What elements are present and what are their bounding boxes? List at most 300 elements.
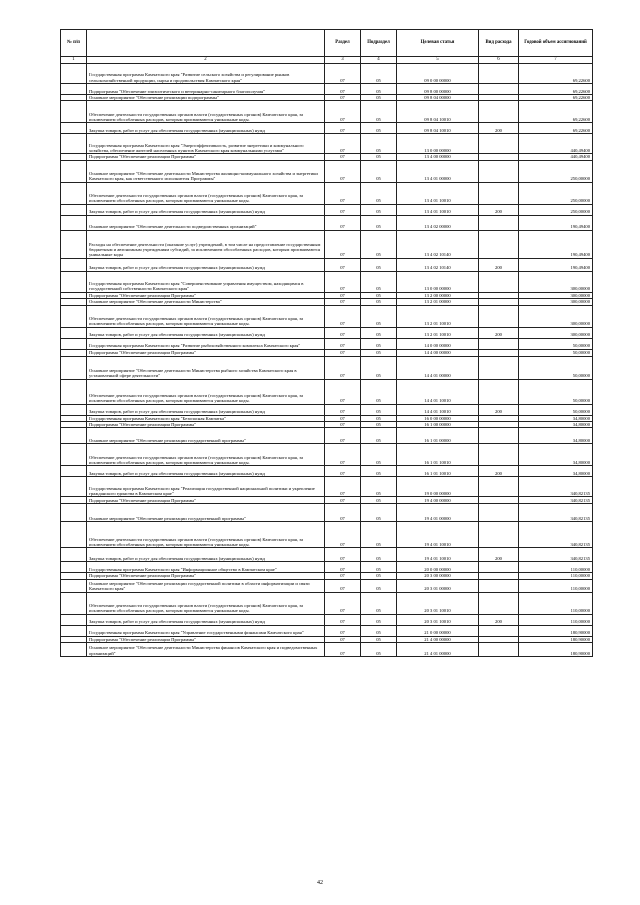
row-expense-type-cell (479, 625, 519, 636)
row-podrazdel-cell: 05 (361, 404, 397, 415)
row-expense-type-cell: 200 (479, 466, 519, 477)
row-razdel-cell: 07 (325, 592, 361, 614)
row-name-cell: Обеспечение деятельности государственных органов власти (государственных органов) Камчатского края, за исключением обособленных расходов, которым присваиваются уникальные коды. (87, 522, 325, 548)
row-razdel-cell: 07 (325, 415, 361, 421)
row-target-article-cell: 13 2 01 10010 (397, 327, 479, 338)
row-num-cell (61, 625, 87, 636)
table-row (61, 497, 593, 504)
row-name-cell: Основное мероприятие "Обеспечение деятельности подведомственных организаций" (87, 215, 325, 230)
row-num-cell (61, 338, 87, 349)
row-amount-cell: 300,00000 (519, 305, 593, 327)
row-name-cell: Государственная программа Камчатского края "Совершенствование управления имуществом, находящимся в государственной собственности Камчатского края" (87, 271, 325, 292)
row-razdel-cell: 07 (325, 548, 361, 562)
table-row (61, 404, 593, 415)
row-name-cell: Подпрограмма "Обеспечение реализации Программы" (87, 154, 325, 160)
row-target-article-cell: 14 4 00 00000 (397, 349, 479, 356)
row-num-cell (61, 215, 87, 230)
row-name-cell: Основное мероприятие "Обеспечение реализации подпрограммы" (87, 95, 325, 101)
row-podrazdel-cell: 05 (361, 160, 397, 182)
row-target-article-cell: 14 4 01 00000 (397, 356, 479, 379)
row-num-cell (61, 428, 87, 444)
row-podrazdel-cell: 05 (361, 466, 397, 477)
row-razdel-cell: 07 (325, 444, 361, 466)
row-num-cell (61, 258, 87, 271)
row-num-cell (61, 548, 87, 562)
row-podrazdel-cell: 05 (361, 579, 397, 592)
row-podrazdel-cell: 05 (361, 349, 397, 356)
row-num-cell (61, 204, 87, 215)
row-expense-type-cell (479, 643, 519, 657)
row-podrazdel-cell: 05 (361, 415, 397, 421)
row-name-cell: Закупка товаров, работ и услуг для обеспечения государственных (муниципальных) нужд (87, 466, 325, 477)
row-podrazdel-cell: 05 (361, 258, 397, 271)
table-row (61, 258, 593, 271)
row-expense-type-cell (479, 338, 519, 349)
row-podrazdel-cell: 05 (361, 134, 397, 154)
row-razdel-cell: 07 (325, 477, 361, 497)
row-razdel-cell: 07 (325, 614, 361, 625)
row-num-cell (61, 349, 87, 356)
table-row (61, 592, 593, 614)
row-podrazdel-cell: 05 (361, 444, 397, 466)
page-number: 42 (317, 880, 323, 886)
row-target-article-cell: 19 4 00 00000 (397, 497, 479, 504)
row-target-article-cell: 13 4 02 10140 (397, 230, 479, 258)
row-name-cell: Обеспечение деятельности государственных органов власти (государственных органов) Камчатского края, за исключением обособленных расходов, которым присваиваются уникальные коды. (87, 182, 325, 204)
table-row (61, 182, 593, 204)
col-number: 7 (519, 57, 593, 64)
table-row (61, 522, 593, 548)
table-row (61, 349, 593, 356)
row-target-article-cell: 19 4 01 10010 (397, 522, 479, 548)
row-razdel-cell: 07 (325, 504, 361, 522)
row-name-cell: Обеспечение деятельности государственных органов власти (государственных органов) Камчатского края, за исключением обособленных расходов, которым присваиваются уникальные коды. (87, 379, 325, 404)
row-target-article-cell: 14 4 01 10010 (397, 379, 479, 404)
row-name-cell: Подпрограмма "Обеспечение реализации Программы" (87, 636, 325, 642)
row-expense-type-cell: 200 (479, 548, 519, 562)
row-expense-type-cell (479, 428, 519, 444)
row-expense-type-cell (479, 349, 519, 356)
table-row (61, 614, 593, 625)
row-amount-cell: 50,00000 (519, 404, 593, 415)
row-num-cell (61, 64, 87, 84)
row-name-cell: Подпрограмма "Обеспечение реализации Программы" (87, 497, 325, 504)
row-podrazdel-cell: 05 (361, 422, 397, 428)
col-number: 2 (87, 57, 325, 64)
row-razdel-cell: 07 (325, 258, 361, 271)
col-header-num: № п/п (61, 30, 87, 57)
table-header-row (61, 30, 593, 57)
row-razdel-cell: 07 (325, 428, 361, 444)
col-number: 6 (479, 57, 519, 64)
row-num-cell (61, 497, 87, 504)
row-expense-type-cell: 200 (479, 614, 519, 625)
row-name-cell: Обеспечение деятельности государственных органов власти (государственных органов) Камчатского края, за исключением обособленных расходов, которым присваиваются уникальные коды. (87, 592, 325, 614)
row-name-cell: Основное мероприятие "Обеспечение деятельности Министерства жилищно-коммунального хозяйства и энергетики Камчатского края, как ответственного исполнителя Программы" (87, 160, 325, 182)
row-target-article-cell: 19 4 01 00000 (397, 504, 479, 522)
row-expense-type-cell (479, 230, 519, 258)
col-header-target-article: Целевая статья (397, 30, 479, 57)
row-amount-cell: 110,00000 (519, 592, 593, 614)
row-razdel-cell: 07 (325, 95, 361, 101)
row-target-article-cell: 16 1 01 00000 (397, 428, 479, 444)
row-expense-type-cell (479, 84, 519, 95)
row-num-cell (61, 230, 87, 258)
row-target-article-cell: 20 3 01 10010 (397, 614, 479, 625)
row-amount-cell: 69,22600 (519, 95, 593, 101)
row-amount-cell: 440,49400 (519, 134, 593, 154)
row-target-article-cell: 20 0 00 00000 (397, 562, 479, 573)
row-razdel-cell: 07 (325, 404, 361, 415)
row-podrazdel-cell: 05 (361, 522, 397, 548)
col-header-razdel: Раздел (325, 30, 361, 57)
row-name-cell: Основное мероприятие "Обеспечение деятельности Министерства" (87, 299, 325, 305)
row-razdel-cell: 07 (325, 422, 361, 428)
row-num-cell (61, 643, 87, 657)
row-expense-type-cell (479, 379, 519, 404)
table-row (61, 215, 593, 230)
row-expense-type-cell (479, 497, 519, 504)
table-row (61, 338, 593, 349)
row-amount-cell: 50,00000 (519, 338, 593, 349)
row-amount-cell: 50,00000 (519, 356, 593, 379)
row-podrazdel-cell: 05 (361, 548, 397, 562)
row-razdel-cell: 07 (325, 562, 361, 573)
row-target-article-cell: 16 0 00 00000 (397, 415, 479, 421)
row-amount-cell: 300,00000 (519, 292, 593, 298)
row-razdel-cell: 07 (325, 356, 361, 379)
row-name-cell: Государственная программа Камчатского края "Информационное общество в Камчатском крае" (87, 562, 325, 573)
row-razdel-cell: 07 (325, 579, 361, 592)
col-number: 5 (397, 57, 479, 64)
row-name-cell: Закупка товаров, работ и услуг для обеспечения государственных (муниципальных) нужд (87, 327, 325, 338)
row-podrazdel-cell: 05 (361, 625, 397, 636)
table-row (61, 356, 593, 379)
row-target-article-cell: 09 8 04 00000 (397, 95, 479, 101)
row-target-article-cell: 21 4 01 00000 (397, 643, 479, 657)
col-header-podrazdel: Подраздел (361, 30, 397, 57)
row-amount-cell: 34,80000 (519, 415, 593, 421)
row-expense-type-cell: 200 (479, 327, 519, 338)
row-podrazdel-cell: 05 (361, 101, 397, 123)
row-name-cell: Государственная программа Камчатского края "Управление государственными финансами Камчатского края" (87, 625, 325, 636)
row-expense-type-cell (479, 271, 519, 292)
row-amount-cell: 180,90000 (519, 625, 593, 636)
row-razdel-cell: 07 (325, 292, 361, 298)
row-num-cell (61, 444, 87, 466)
row-num-cell (61, 562, 87, 573)
row-name-cell: Государственная программа Камчатского края "Развитие рыбохозяйственного комплекса Камчатского края" (87, 338, 325, 349)
row-razdel-cell: 07 (325, 299, 361, 305)
row-name-cell: Обеспечение деятельности государственных органов власти (государственных органов) Камчатского края, за исключением обособленных расходов, которым присваиваются уникальные коды. (87, 101, 325, 123)
row-target-article-cell: 13 4 02 10140 (397, 258, 479, 271)
row-name-cell: Основное мероприятие "Обеспечение деятельности Министерства финансов Камчатского края и подведомственных организаций" (87, 643, 325, 657)
row-target-article-cell: 13 4 01 10010 (397, 204, 479, 215)
row-target-article-cell: 13 0 00 00000 (397, 271, 479, 292)
row-amount-cell: 250,00000 (519, 160, 593, 182)
row-expense-type-cell: 200 (479, 123, 519, 134)
row-name-cell: Основное мероприятие "Обеспечение реализации государственной политики в области информатизации и связи Камчатского края" (87, 579, 325, 592)
row-num-cell (61, 614, 87, 625)
row-num-cell (61, 271, 87, 292)
row-expense-type-cell (479, 305, 519, 327)
row-podrazdel-cell: 05 (361, 497, 397, 504)
row-razdel-cell: 07 (325, 154, 361, 160)
table-row (61, 379, 593, 404)
row-amount-cell: 69,22600 (519, 101, 593, 123)
row-amount-cell: 440,49400 (519, 154, 593, 160)
row-razdel-cell: 07 (325, 466, 361, 477)
table-row (61, 271, 593, 292)
row-target-article-cell: 20 3 01 10010 (397, 592, 479, 614)
row-name-cell: Подпрограмма "Обеспечение реализации Программы" (87, 349, 325, 356)
row-amount-cell: 190,49400 (519, 215, 593, 230)
row-razdel-cell: 07 (325, 522, 361, 548)
row-num-cell (61, 101, 87, 123)
row-name-cell: Закупка товаров, работ и услуг для обеспечения государственных (муниципальных) нужд (87, 123, 325, 134)
row-target-article-cell: 19 4 01 10010 (397, 548, 479, 562)
row-amount-cell: 69,22600 (519, 123, 593, 134)
row-num-cell (61, 466, 87, 477)
table-row (61, 230, 593, 258)
row-razdel-cell: 07 (325, 101, 361, 123)
row-num-cell (61, 356, 87, 379)
row-amount-cell: 190,49400 (519, 258, 593, 271)
row-name-cell: Государственная программа Камчатского края "Безопасная Камчатка" (87, 415, 325, 421)
table-row (61, 123, 593, 134)
col-number: 3 (325, 57, 361, 64)
row-amount-cell: 300,00000 (519, 271, 593, 292)
row-amount-cell: 69,22600 (519, 84, 593, 95)
row-target-article-cell: 19 0 00 00000 (397, 477, 479, 497)
row-amount-cell: 110,00000 (519, 573, 593, 579)
row-razdel-cell: 07 (325, 573, 361, 579)
row-num-cell (61, 404, 87, 415)
row-target-article-cell: 13 4 00 00000 (397, 154, 479, 160)
row-expense-type-cell (479, 562, 519, 573)
row-expense-type-cell (479, 504, 519, 522)
row-razdel-cell: 07 (325, 134, 361, 154)
row-name-cell: Государственная программа Камчатского края "Развитие сельского хозяйства и регулирование рынков сельскохозяйственной продукции, сырья и продовольствия Камчатского края" (87, 64, 325, 84)
row-amount-cell: 250,00000 (519, 182, 593, 204)
row-razdel-cell: 07 (325, 271, 361, 292)
row-target-article-cell: 16 1 01 10010 (397, 466, 479, 477)
row-podrazdel-cell: 05 (361, 182, 397, 204)
table-row (61, 428, 593, 444)
row-name-cell: Закупка товаров, работ и услуг для обеспечения государственных (муниципальных) нужд (87, 548, 325, 562)
row-num-cell (61, 379, 87, 404)
row-podrazdel-cell: 05 (361, 327, 397, 338)
row-name-cell: Подпрограмма "Обеспечение реализации Программы" (87, 422, 325, 428)
row-podrazdel-cell: 05 (361, 592, 397, 614)
row-expense-type-cell (479, 101, 519, 123)
row-target-article-cell: 13 4 02 00000 (397, 215, 479, 230)
table-row (61, 548, 593, 562)
row-expense-type-cell (479, 215, 519, 230)
row-expense-type-cell (479, 160, 519, 182)
row-expense-type-cell (479, 444, 519, 466)
row-num-cell (61, 84, 87, 95)
row-target-article-cell: 09 8 00 00000 (397, 84, 479, 95)
row-num-cell (61, 305, 87, 327)
row-name-cell: Государственная программа Камчатского края "Реализация государственной национальной политики и укрепление гражданского единства в Камчатском крае" (87, 477, 325, 497)
row-amount-cell: 340,82135 (519, 477, 593, 497)
row-amount-cell: 180,90000 (519, 643, 593, 657)
row-expense-type-cell (479, 134, 519, 154)
row-podrazdel-cell: 05 (361, 573, 397, 579)
row-target-article-cell: 13 4 01 00000 (397, 160, 479, 182)
row-target-article-cell: 20 3 00 00000 (397, 573, 479, 579)
table-row (61, 477, 593, 497)
row-target-article-cell: 21 4 00 00000 (397, 636, 479, 642)
row-expense-type-cell: 200 (479, 204, 519, 215)
row-target-article-cell: 20 3 01 00000 (397, 579, 479, 592)
row-amount-cell: 250,00000 (519, 204, 593, 215)
table-row (61, 305, 593, 327)
row-razdel-cell: 07 (325, 327, 361, 338)
row-amount-cell: 34,80000 (519, 422, 593, 428)
row-amount-cell: 180,90000 (519, 636, 593, 642)
row-num-cell (61, 522, 87, 548)
row-target-article-cell: 16 1 00 00000 (397, 422, 479, 428)
row-razdel-cell: 07 (325, 643, 361, 657)
row-amount-cell: 300,00000 (519, 327, 593, 338)
table-row (61, 327, 593, 338)
col-number: 1 (61, 57, 87, 64)
row-amount-cell: 340,82135 (519, 548, 593, 562)
row-expense-type-cell (479, 579, 519, 592)
row-target-article-cell: 13 2 01 10010 (397, 305, 479, 327)
row-target-article-cell: 09 8 04 10010 (397, 123, 479, 134)
row-num-cell (61, 592, 87, 614)
row-expense-type-cell: 200 (479, 258, 519, 271)
row-podrazdel-cell: 05 (361, 504, 397, 522)
col-number: 4 (361, 57, 397, 64)
row-razdel-cell: 07 (325, 636, 361, 642)
row-name-cell: Обеспечение деятельности государственных органов власти (государственных органов) Камчатского края, за исключением обособленных расходов, которым присваиваются уникальные коды. (87, 305, 325, 327)
row-num-cell (61, 579, 87, 592)
row-name-cell: Государственная программа Камчатского края "Энергоэффективность, развитие энергетики и коммунального хозяйства, обеспечение жителей населенных пунктов Камчатского края коммунальными услугами" (87, 134, 325, 154)
row-razdel-cell: 07 (325, 349, 361, 356)
row-podrazdel-cell: 05 (361, 271, 397, 292)
row-podrazdel-cell: 05 (361, 636, 397, 642)
row-name-cell: Основное мероприятие "Обеспечение реализации государственной программы" (87, 504, 325, 522)
row-podrazdel-cell: 05 (361, 215, 397, 230)
row-podrazdel-cell: 05 (361, 84, 397, 95)
row-podrazdel-cell: 05 (361, 292, 397, 298)
table-row (61, 625, 593, 636)
row-name-cell: Расходы на обеспечение деятельности (оказание услуг) учреждений, в том числе на предоставление государственным бюджетным и автономным учреждениям субсидий, за исключением обособленных расходов, которым присваиваются уникальные коды (87, 230, 325, 258)
row-name-cell: Закупка товаров, работ и услуг для обеспечения государственных (муниципальных) нужд (87, 204, 325, 215)
table-row (61, 444, 593, 466)
row-podrazdel-cell: 05 (361, 562, 397, 573)
row-expense-type-cell (479, 182, 519, 204)
row-amount-cell: 34,80000 (519, 466, 593, 477)
row-razdel-cell: 07 (325, 338, 361, 349)
row-name-cell: Подпрограмма "Обеспечение реализации Программы" (87, 292, 325, 298)
row-amount-cell: 69,22600 (519, 64, 593, 84)
row-expense-type-cell (479, 592, 519, 614)
row-amount-cell: 110,00000 (519, 614, 593, 625)
row-target-article-cell: 13 4 01 10010 (397, 182, 479, 204)
row-num-cell (61, 477, 87, 497)
row-amount-cell: 190,49400 (519, 230, 593, 258)
row-name-cell: Основное мероприятие "Обеспечение реализации государственной программы" (87, 428, 325, 444)
table-row (61, 64, 593, 84)
row-razdel-cell: 07 (325, 625, 361, 636)
row-razdel-cell: 07 (325, 230, 361, 258)
column-numbering-row (61, 57, 593, 64)
row-razdel-cell: 07 (325, 305, 361, 327)
row-name-cell: Обеспечение деятельности государственных органов власти (государственных органов) Камчатского края, за исключением обособленных расходов, которым присваиваются уникальные коды. (87, 444, 325, 466)
row-razdel-cell: 07 (325, 123, 361, 134)
row-num-cell (61, 160, 87, 182)
row-expense-type-cell (479, 356, 519, 379)
row-podrazdel-cell: 05 (361, 643, 397, 657)
row-razdel-cell: 07 (325, 215, 361, 230)
row-name-cell: Подпрограмма "Обеспечение эпизоотического и ветеринарно-санитарного благополучия" (87, 84, 325, 95)
row-razdel-cell: 07 (325, 204, 361, 215)
table-row (61, 84, 593, 95)
table-row (61, 466, 593, 477)
row-expense-type-cell (479, 477, 519, 497)
row-target-article-cell: 14 0 00 00000 (397, 338, 479, 349)
row-podrazdel-cell: 05 (361, 338, 397, 349)
row-amount-cell: 300,00000 (519, 299, 593, 305)
row-razdel-cell: 07 (325, 64, 361, 84)
row-amount-cell: 50,00000 (519, 349, 593, 356)
table-row (61, 204, 593, 215)
row-target-article-cell: 13 0 00 00000 (397, 134, 479, 154)
row-podrazdel-cell: 05 (361, 123, 397, 134)
row-num-cell (61, 182, 87, 204)
row-num-cell (61, 327, 87, 338)
row-podrazdel-cell: 05 (361, 230, 397, 258)
row-podrazdel-cell: 05 (361, 154, 397, 160)
row-podrazdel-cell: 05 (361, 305, 397, 327)
row-target-article-cell: 16 1 01 10010 (397, 444, 479, 466)
table-row (61, 643, 593, 657)
table-row (61, 562, 593, 573)
row-num-cell (61, 504, 87, 522)
row-podrazdel-cell: 05 (361, 428, 397, 444)
row-podrazdel-cell: 05 (361, 204, 397, 215)
row-target-article-cell: 13 2 00 00000 (397, 292, 479, 298)
row-podrazdel-cell: 05 (361, 379, 397, 404)
table-row (61, 101, 593, 123)
budget-table-sheet (60, 29, 592, 657)
row-target-article-cell: 14 4 01 10010 (397, 404, 479, 415)
row-name-cell: Основное мероприятие "Обеспечение деятельности Министерства рыбного хозяйства Камчатского края в установленной сфере деятельности" (87, 356, 325, 379)
budget-table (60, 29, 593, 657)
row-expense-type-cell: 200 (479, 404, 519, 415)
row-target-article-cell: 21 0 00 00000 (397, 625, 479, 636)
table-row (61, 134, 593, 154)
table-row (61, 504, 593, 522)
row-razdel-cell: 07 (325, 497, 361, 504)
row-razdel-cell: 07 (325, 379, 361, 404)
table-row (61, 579, 593, 592)
row-podrazdel-cell: 05 (361, 356, 397, 379)
row-name-cell: Закупка товаров, работ и услуг для обеспечения государственных (муниципальных) нужд (87, 614, 325, 625)
row-name-cell: Закупка товаров, работ и услуг для обеспечения государственных (муниципальных) нужд (87, 404, 325, 415)
row-target-article-cell: 13 2 01 00000 (397, 299, 479, 305)
row-num-cell (61, 123, 87, 134)
table-body (61, 64, 593, 657)
row-podrazdel-cell: 05 (361, 95, 397, 101)
row-amount-cell: 34,80000 (519, 428, 593, 444)
col-header-name (87, 30, 325, 57)
